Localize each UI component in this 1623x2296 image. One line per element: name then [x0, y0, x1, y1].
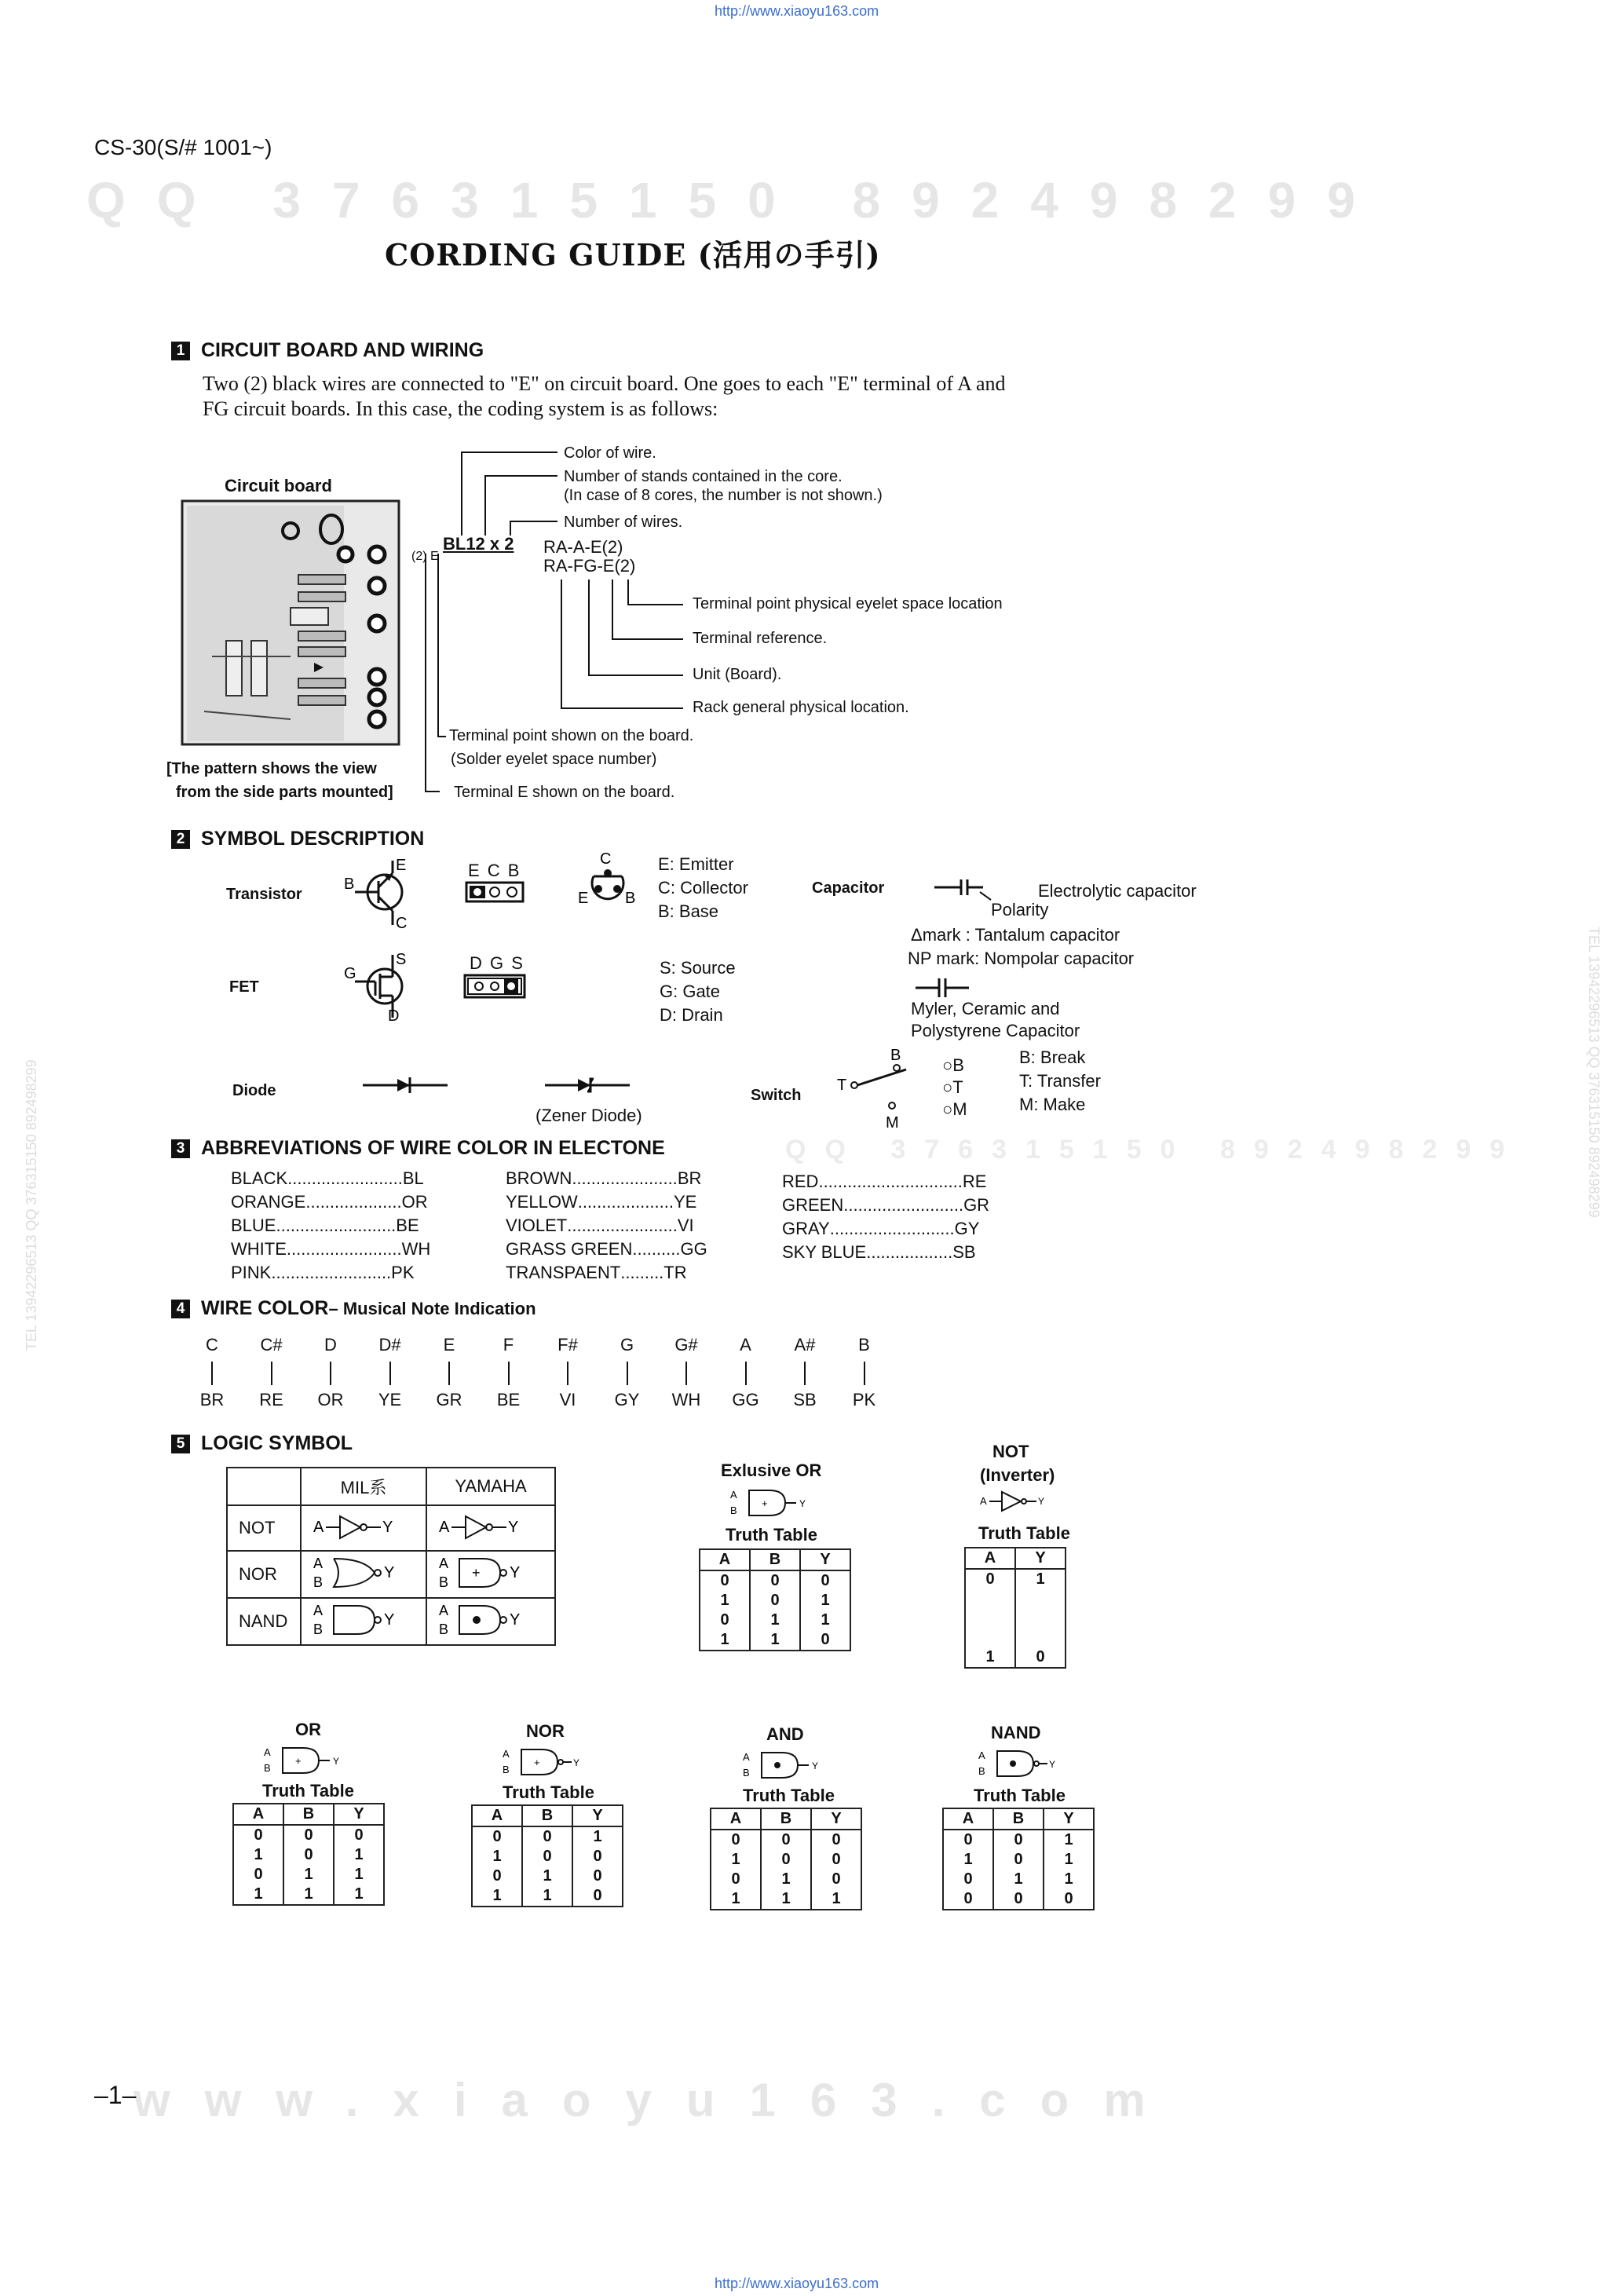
and-truth-table: A B Y 0 0 0 1 0 0 0 1 0 1 1 1 — [710, 1808, 862, 1910]
electrolytic-capacitor-icon — [934, 876, 997, 903]
fet-package-icon — [463, 974, 528, 1000]
svg-text:A: A — [743, 1751, 750, 1763]
svg-text:B: B — [625, 890, 636, 907]
musical-note: A# — [794, 1335, 816, 1355]
svg-text:B: B — [503, 1764, 510, 1775]
svg-text:G: G — [344, 965, 356, 982]
zener-diode-label: (Zener Diode) — [536, 1106, 642, 1125]
fet-pins: D G S — [470, 953, 525, 973]
note-connector — [627, 1362, 628, 1385]
abbr-color-code: SB — [952, 1242, 976, 1262]
fet-symbol-icon — [344, 950, 422, 1022]
yamaha-header: YAMAHA — [426, 1468, 555, 1505]
musical-note: B — [858, 1335, 870, 1355]
section-4-heading — [171, 1297, 536, 1320]
not-title: NOT — [992, 1442, 1029, 1461]
note-connector — [864, 1362, 865, 1385]
film-capacitor-icon — [916, 977, 971, 999]
svg-text:+: + — [472, 1565, 481, 1581]
row-nand: NAND — [227, 1598, 301, 1645]
abbr-row — [782, 1217, 989, 1241]
abbr-row — [231, 1238, 430, 1261]
abbr-row — [506, 1167, 707, 1190]
abbr-color-code: OR — [401, 1192, 428, 1212]
svg-text:T: T — [837, 1077, 847, 1094]
s1-paragraph-line2: FG circuit boards. In this case, the coding system is as follows: — [203, 397, 718, 420]
note-connector — [389, 1362, 391, 1385]
nor-title: NOR — [526, 1721, 565, 1741]
section-number: 2 — [171, 830, 190, 849]
mil-not-icon — [301, 1505, 426, 1551]
page-number: –1– — [94, 2081, 137, 2109]
abbr-row — [506, 1190, 707, 1214]
transistor-pins: E C B — [468, 861, 521, 880]
svg-text:A: A — [439, 1556, 449, 1571]
svg-text:+: + — [295, 1755, 302, 1767]
wire-color-code: RE — [259, 1390, 283, 1409]
not-truth-label: Truth Table — [978, 1523, 1070, 1543]
mid-watermark: QQ 376315150 892498299 — [785, 1135, 1524, 1164]
abbr-color-code: YE — [673, 1192, 697, 1212]
abbr-color-name: PINK — [231, 1263, 272, 1282]
abbr-column-1 — [231, 1167, 430, 1285]
site-watermark: www.xiaoyu163.com — [133, 2074, 1180, 2126]
ann-reference: Terminal reference. — [693, 630, 828, 647]
ann-terminal-point-1: Terminal point shown on the board. — [449, 727, 694, 744]
abbr-dots: .............................. — [818, 1172, 963, 1191]
cap-mylar-2: Polystyrene Capacitor — [911, 1021, 1080, 1040]
abbr-color-code: WH — [401, 1239, 431, 1259]
wire-color-code: YE — [378, 1390, 402, 1409]
abbr-dots: ......................... — [271, 1263, 392, 1282]
cap-mylar-1: Myler, Ceramic and — [911, 999, 1060, 1018]
fet-source: S: Source — [660, 958, 736, 978]
note-connector — [508, 1362, 510, 1385]
svg-text:Y: Y — [384, 1611, 395, 1629]
abbr-color-code: BE — [396, 1216, 419, 1235]
abbr-column-2 — [506, 1167, 707, 1285]
wire-color-code: OR — [317, 1390, 344, 1409]
wire-color-code: SB — [793, 1390, 817, 1409]
ann-strands-1: Number of stands contained in the core. — [564, 468, 843, 485]
abbr-color-name: TRANSPAENT — [506, 1263, 621, 1282]
or-title: OR — [295, 1720, 321, 1739]
terminal-ref-1: RA-A-E(2) — [543, 537, 623, 557]
page-title: CORDING GUIDE (活用の手引) — [385, 237, 881, 272]
mil-nor-icon — [301, 1551, 426, 1598]
transistor-symbol-icon — [344, 857, 422, 930]
svg-text:Y: Y — [510, 1611, 521, 1629]
xor-title: Exlusive OR — [721, 1461, 822, 1480]
svg-text:E: E — [396, 857, 407, 874]
musical-note: E — [443, 1335, 455, 1355]
section-number: 4 — [171, 1300, 190, 1318]
svg-text:A: A — [313, 1603, 324, 1618]
note-connector — [567, 1362, 568, 1385]
board-caption-line1: [The pattern shows the view — [166, 760, 377, 777]
abbr-dots: ........................ — [286, 1239, 402, 1259]
svg-text:S: S — [396, 951, 407, 968]
ann-strands-2: (In case of 8 cores, the number is not shown.) — [564, 487, 883, 504]
svg-text:A: A — [313, 1519, 324, 1536]
diode-label: Diode — [232, 1082, 276, 1099]
section-subtitle: – Musical Note Indication — [328, 1298, 536, 1318]
note-connector — [271, 1362, 272, 1385]
svg-text:B: B — [890, 1047, 901, 1064]
top-watermark-url[interactable]: http://www.xiaoyu163.com — [715, 3, 879, 19]
musical-note: F# — [557, 1335, 578, 1355]
not-gate-icon — [980, 1489, 1066, 1514]
yamaha-not-icon — [426, 1505, 555, 1551]
svg-text:D: D — [388, 1007, 400, 1022]
abbr-row — [782, 1194, 989, 1217]
wire-color-code: GG — [732, 1390, 759, 1409]
musical-note: D — [324, 1335, 337, 1355]
musical-note: F — [503, 1335, 514, 1355]
wire-color-code: GY — [614, 1390, 640, 1409]
abbr-color-name: BROWN — [506, 1168, 572, 1188]
fet-gate: G: Gate — [660, 982, 721, 1001]
ann-eyelet: Terminal point physical eyelet space location — [693, 595, 1003, 612]
cap-polarity: Polarity — [991, 900, 1049, 919]
wire-code: BL12 x 2 — [443, 534, 514, 554]
svg-text:B: B — [313, 1574, 324, 1590]
cap-tantalum: Δmark : Tantalum capacitor — [911, 925, 1120, 945]
note-connector — [211, 1362, 213, 1385]
circuit-board-image — [181, 499, 408, 751]
abbr-color-code: RE — [962, 1172, 987, 1191]
abbr-row — [231, 1190, 430, 1214]
svg-text:B: B — [439, 1574, 449, 1590]
abbr-color-name: BLACK — [231, 1168, 288, 1188]
svg-text:M: M — [886, 1114, 899, 1129]
xor-truth-table: A B Y 0 0 0 1 0 1 0 1 1 1 1 0 — [699, 1548, 851, 1651]
ann-color: Color of wire. — [564, 444, 656, 462]
switch-label: Switch — [751, 1087, 802, 1104]
svg-text:B: B — [743, 1767, 750, 1779]
svg-text:Y: Y — [510, 1564, 521, 1581]
abbr-color-name: YELLOW — [506, 1192, 578, 1212]
musical-note: A — [740, 1335, 751, 1355]
svg-text:B: B — [344, 876, 355, 893]
svg-text:+: + — [762, 1497, 768, 1509]
abbr-dots: .......... — [632, 1239, 681, 1259]
abbr-row — [506, 1261, 707, 1285]
abbr-dots: .......................... — [829, 1219, 955, 1238]
svg-text:B: B — [264, 1762, 271, 1774]
side-watermark-left: TEL 13942296513 QQ 376315150 892498299 — [24, 1059, 39, 1351]
capacitor-label: Capacitor — [812, 879, 885, 897]
note-connector — [804, 1362, 806, 1385]
wire-color-code: BR — [199, 1390, 225, 1409]
abbr-row — [506, 1214, 707, 1238]
sw-break: B: Break — [1019, 1047, 1086, 1067]
section-title: CIRCUIT BOARD AND WIRING — [201, 339, 484, 361]
abbr-row — [506, 1238, 707, 1261]
section-number: 5 — [171, 1435, 190, 1453]
sw-m-node: ○M — [942, 1099, 967, 1119]
wire-color-code: PK — [852, 1390, 876, 1409]
not-truth-table: A Y 0 1 1 0 — [964, 1547, 1066, 1669]
abbr-dots: .................. — [866, 1242, 953, 1262]
ann-wires: Number of wires. — [564, 514, 683, 531]
svg-text:B: B — [313, 1621, 324, 1637]
wire-color-code: GR — [436, 1390, 462, 1409]
yamaha-nand-icon — [426, 1598, 555, 1645]
section-title: ABBREVIATIONS OF WIRE COLOR IN ELECTONE — [201, 1137, 665, 1159]
wire-color-note-map — [199, 1335, 919, 1429]
ann-terminal-e: Terminal E shown on the board. — [454, 784, 675, 801]
section-number: 1 — [171, 342, 190, 360]
or-truth-label: Truth Table — [262, 1781, 354, 1801]
svg-text:A: A — [439, 1519, 450, 1536]
note-connector — [330, 1362, 331, 1385]
transistor-label: Transistor — [226, 886, 302, 903]
ann-unit: Unit (Board). — [693, 666, 782, 683]
section-title: LOGIC SYMBOL — [201, 1432, 353, 1454]
wire-color-code: WH — [671, 1390, 701, 1409]
abbr-color-code: GY — [954, 1219, 980, 1238]
cap-electrolytic: Electrolytic capacitor — [1038, 881, 1197, 901]
abbr-color-code: PK — [391, 1263, 415, 1282]
abbr-color-code: GG — [680, 1239, 707, 1259]
svg-text:Y: Y — [799, 1498, 806, 1509]
abbr-color-code: BL — [402, 1168, 424, 1188]
s1-paragraph-line1: Two (2) black wires are connected to "E" on circuit board. One goes to each "E" terminal of A and — [203, 372, 1006, 395]
abbr-dots: .................... — [305, 1192, 402, 1212]
svg-text:+: + — [534, 1757, 540, 1768]
ann-rack: Rack general physical location. — [693, 699, 909, 716]
section-number: 3 — [171, 1139, 190, 1158]
nor-truth-label: Truth Table — [503, 1782, 594, 1802]
section-3-heading — [171, 1137, 665, 1160]
sw-b-node: ○B — [942, 1055, 964, 1075]
mil-nand-icon — [301, 1598, 426, 1645]
nand-title: NAND — [991, 1723, 1041, 1742]
svg-text:Y: Y — [1049, 1759, 1056, 1770]
abbr-dots: ........................ — [287, 1168, 403, 1188]
nor-truth-table: A B Y 0 0 1 1 0 0 0 1 0 1 1 0 — [471, 1804, 623, 1907]
abbr-color-name: WHITE — [231, 1239, 287, 1259]
svg-text:E: E — [578, 890, 589, 907]
row-nor: NOR — [227, 1551, 301, 1598]
svg-text:C: C — [600, 850, 612, 868]
switch-symbol-icon — [835, 1047, 953, 1129]
abbr-color-name: GRASS GREEN — [506, 1239, 633, 1259]
abbr-color-code: BR — [677, 1168, 702, 1188]
svg-text:B: B — [439, 1621, 449, 1637]
section-title: WIRE COLOR — [201, 1297, 329, 1319]
svg-text:Y: Y — [382, 1519, 393, 1536]
nand-truth-table: A B Y 0 0 1 1 0 1 0 1 1 0 0 0 — [942, 1808, 1095, 1910]
svg-text:B: B — [730, 1504, 737, 1516]
abbr-dots: ......... — [620, 1263, 664, 1282]
transistor-pinout-icon — [570, 850, 645, 920]
abbr-color-code: TR — [663, 1263, 687, 1282]
svg-text:Y: Y — [812, 1760, 819, 1771]
wire-color-code: VI — [559, 1390, 576, 1409]
qq-watermark: QQ 376315150 892498299 — [86, 172, 1387, 229]
abbr-dots: .................... — [577, 1192, 674, 1212]
fet-drain: D: Drain — [660, 1005, 723, 1025]
svg-text:Y: Y — [384, 1564, 395, 1581]
svg-text:B: B — [978, 1765, 985, 1777]
sw-t-node: ○T — [942, 1077, 963, 1097]
bottom-watermark-url[interactable]: http://www.xiaoyu163.com — [715, 2276, 879, 2291]
fet-label: FET — [229, 978, 259, 996]
section-1-heading — [171, 339, 484, 362]
abbr-dots: ...................... — [572, 1168, 678, 1188]
svg-text:A: A — [978, 1749, 985, 1761]
and-gate-icon — [743, 1748, 829, 1781]
xor-truth-label: Truth Table — [726, 1525, 817, 1545]
svg-text:Y: Y — [1038, 1496, 1045, 1507]
xor-gate-icon — [730, 1486, 817, 1519]
abbr-dots: ....................... — [567, 1216, 678, 1235]
section-title: SYMBOL DESCRIPTION — [201, 828, 425, 850]
sw-transfer: T: Transfer — [1019, 1071, 1101, 1091]
svg-text:A: A — [313, 1556, 324, 1571]
nand-gate-icon — [978, 1746, 1065, 1779]
svg-text:C: C — [396, 915, 408, 930]
musical-note: C — [206, 1335, 218, 1355]
nor-gate-icon — [503, 1745, 589, 1778]
svg-text:A: A — [980, 1495, 987, 1507]
abbr-row — [231, 1214, 430, 1238]
or-gate-icon — [264, 1743, 350, 1776]
abbr-color-name: ORANGE — [231, 1192, 306, 1212]
musical-note: C# — [260, 1335, 283, 1355]
or-truth-table: A B Y 0 0 0 1 0 1 0 1 1 1 1 1 — [232, 1803, 385, 1906]
svg-text:A: A — [264, 1746, 271, 1758]
musical-note: G# — [674, 1335, 698, 1355]
abbr-color-name: GRAY — [782, 1219, 830, 1238]
abbr-dots: ......................... — [276, 1216, 397, 1235]
tr-collector: C: Collector — [658, 878, 748, 898]
circuit-board-label: Circuit board — [225, 476, 332, 495]
mil-header: MIL系 — [301, 1468, 426, 1505]
abbr-color-code: GR — [963, 1195, 990, 1215]
logic-symbol-table — [226, 1467, 556, 1646]
svg-text:Y: Y — [333, 1756, 340, 1767]
e-terminal-label: (2) E — [411, 550, 439, 563]
and-truth-label: Truth Table — [743, 1786, 835, 1805]
svg-text:Y: Y — [573, 1757, 580, 1768]
ann-terminal-point-2: (Solder eyelet space number) — [451, 751, 657, 768]
nand-truth-label: Truth Table — [974, 1786, 1066, 1805]
tr-base: B: Base — [658, 901, 719, 921]
zener-diode-icon — [545, 1076, 631, 1095]
svg-text:A: A — [503, 1748, 510, 1760]
row-not: NOT — [227, 1505, 301, 1551]
transistor-package-icon — [465, 881, 526, 903]
terminal-ref-2: RA-FG-E(2) — [543, 556, 636, 576]
musical-note: G — [620, 1335, 634, 1355]
tr-emitter: E: Emitter — [658, 854, 734, 874]
abbr-color-name: RED — [782, 1172, 819, 1191]
wire-color-code: BE — [496, 1390, 521, 1409]
board-caption-line2: from the side parts mounted] — [176, 784, 393, 801]
abbr-dots: ......................... — [843, 1195, 964, 1215]
abbr-color-name: SKY BLUE — [782, 1242, 867, 1262]
abbr-row — [231, 1167, 430, 1190]
abbr-color-name: VIOLET — [506, 1216, 568, 1235]
svg-text:Y: Y — [508, 1519, 519, 1536]
section-2-heading — [171, 828, 424, 850]
abbr-row — [231, 1261, 430, 1285]
abbr-column-3 — [782, 1170, 989, 1264]
svg-text:A: A — [730, 1489, 737, 1501]
note-connector — [448, 1362, 450, 1385]
musical-note: D# — [378, 1335, 401, 1355]
abbr-row — [782, 1170, 989, 1194]
abbr-color-code: VI — [677, 1216, 694, 1235]
note-connector — [745, 1362, 747, 1385]
not-subtitle: (Inverter) — [980, 1465, 1055, 1485]
abbr-color-name: GREEN — [782, 1195, 844, 1215]
diode-symbol-icon — [363, 1076, 449, 1095]
note-connector — [685, 1362, 687, 1385]
cap-nonpolar: NP mark: Nompolar capacitor — [908, 949, 1135, 968]
svg-text:A: A — [439, 1603, 449, 1618]
model-number: CS-30(S/# 1001~) — [94, 135, 272, 159]
abbr-row — [782, 1241, 989, 1264]
abbr-color-name: BLUE — [231, 1216, 276, 1235]
and-title: AND — [766, 1724, 804, 1744]
side-watermark-right: TEL 13942296513 QQ 376315150 892498299 — [1586, 927, 1602, 1218]
yamaha-nor-icon — [426, 1551, 555, 1598]
section-5-heading — [171, 1432, 353, 1455]
sw-make: M: Make — [1019, 1095, 1086, 1114]
